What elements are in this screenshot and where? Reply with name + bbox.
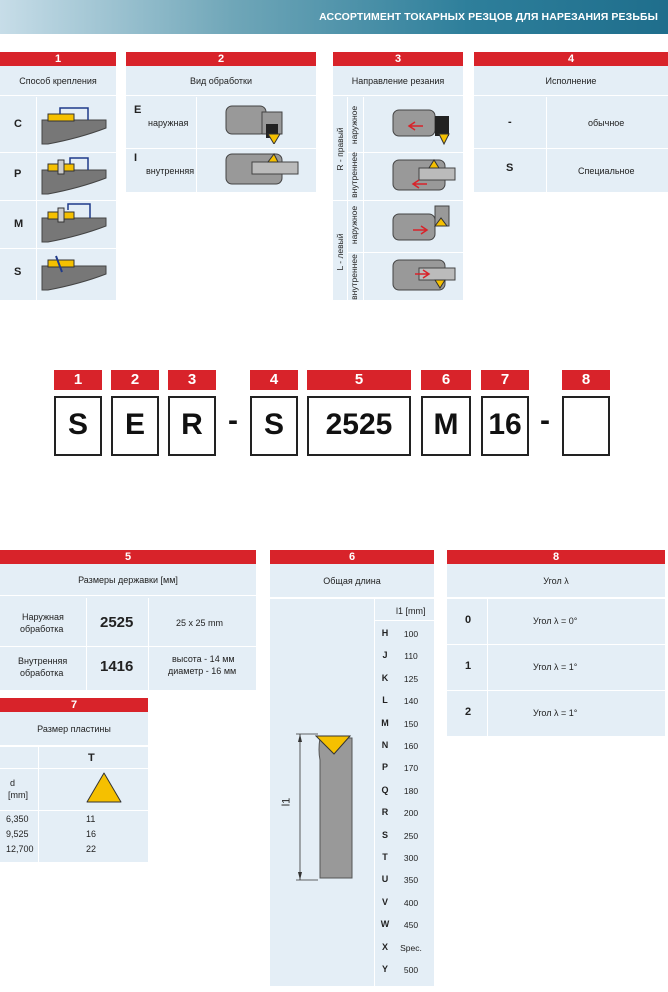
length-value: 250 xyxy=(403,830,419,841)
r-external-illustration xyxy=(389,104,459,148)
l-internal-illustration xyxy=(389,254,459,298)
section-8-angle xyxy=(447,550,665,736)
section-7-insert-size xyxy=(0,698,148,862)
section-2-title: Вид обработки xyxy=(126,66,316,96)
length-value: 200 xyxy=(403,808,419,819)
version-code-standard: - xyxy=(508,116,512,128)
clamp-code-p: P xyxy=(14,168,22,180)
code-value-clamping: S xyxy=(54,396,102,456)
length-code: U xyxy=(381,874,389,885)
length-value: 100 xyxy=(403,629,419,639)
insert-unit-label: [mm] xyxy=(8,790,28,800)
section-2-operation xyxy=(126,52,316,192)
clamp-code-c: C xyxy=(14,118,22,130)
code-value-holder-size: 2525 xyxy=(307,396,411,456)
code-num-5: 5 xyxy=(307,370,411,390)
section-3-number: 3 xyxy=(333,52,463,66)
length-code: W xyxy=(380,919,390,930)
clamp-p-illustration xyxy=(40,154,110,198)
length-code: H xyxy=(381,628,389,638)
code-num-6: 6 xyxy=(421,370,471,390)
code-value-length: M xyxy=(421,396,471,456)
length-value: Spec. xyxy=(400,942,422,953)
code-num-2: 2 xyxy=(111,370,159,390)
holder-code-external: 2525 xyxy=(100,614,134,631)
length-value: 160 xyxy=(403,741,419,751)
section-6-number: 6 xyxy=(270,550,434,564)
length-value: 150 xyxy=(403,718,419,729)
version-code-special: S xyxy=(506,162,514,174)
section-5-number: 5 xyxy=(0,550,256,564)
angle-label-0: Угол λ = 0° xyxy=(533,616,578,626)
direction-left-label: L - левый xyxy=(335,233,345,271)
banner xyxy=(0,0,668,34)
l-external-illustration xyxy=(389,204,459,248)
code-value-insert: 16 xyxy=(481,396,529,456)
length-code: Y xyxy=(381,964,388,974)
length-code: N xyxy=(381,740,389,750)
length-value: 450 xyxy=(403,920,419,931)
length-value: 300 xyxy=(403,853,419,863)
holder-code-internal: 1416 xyxy=(100,658,134,675)
code-num-8: 8 xyxy=(562,370,610,390)
internal-tool-illustration xyxy=(222,150,302,190)
clamp-m-illustration xyxy=(40,202,110,246)
operation-code-e: E xyxy=(134,104,142,116)
length-column-header: l1 [mm] xyxy=(396,606,426,616)
code-num-7: 7 xyxy=(481,370,529,390)
section-2-number: 2 xyxy=(126,52,316,66)
length-code: K xyxy=(381,672,389,683)
length-value: 350 xyxy=(403,875,419,886)
angle-code-1: 1 xyxy=(465,660,472,672)
code-value-operation: E xyxy=(111,396,159,456)
holder-desc-external: 25 x 25 mm xyxy=(176,618,224,628)
external-tool-illustration xyxy=(222,102,302,144)
length-code: L xyxy=(382,695,388,706)
holder-row1-label1: Наружная xyxy=(22,612,64,622)
code-dash-1: - xyxy=(228,404,238,437)
code-num-4: 4 xyxy=(250,370,298,390)
clamp-code-m: M xyxy=(14,218,24,230)
section-1-number: 1 xyxy=(0,52,116,66)
clamp-c-illustration xyxy=(40,104,110,148)
section-4-number: 4 xyxy=(474,52,668,66)
length-value: 400 xyxy=(403,897,419,908)
length-code: P xyxy=(381,762,388,773)
insert-thickness: 22 xyxy=(86,844,97,854)
length-code: T xyxy=(382,852,388,862)
length-code: J xyxy=(382,650,388,661)
clamp-s-illustration xyxy=(40,250,110,294)
section-6-length xyxy=(270,550,434,986)
operation-label-external: наружная xyxy=(148,118,189,128)
direction-right-label: R - правый xyxy=(335,127,345,171)
insert-thickness: 11 xyxy=(86,814,96,824)
length-code: R xyxy=(381,807,389,818)
length-value: 180 xyxy=(403,785,419,796)
code-num-3: 3 xyxy=(168,370,216,390)
triangle-insert-icon xyxy=(84,770,124,806)
section-1-title: Способ крепления xyxy=(0,66,116,96)
insert-diameter: 9,525 xyxy=(6,829,29,839)
section-4-version xyxy=(474,52,668,192)
section-3-title: Направление резания xyxy=(333,66,463,96)
section-3-direction xyxy=(333,52,463,300)
section-7-number: 7 xyxy=(0,698,148,712)
code-value-angle xyxy=(562,396,610,456)
holder-length-illustration xyxy=(288,730,358,886)
code-num-1: 1 xyxy=(54,370,102,390)
holder-row2-label1: Внутренняя xyxy=(18,656,68,666)
banner-title: АССОРТИМЕНТ ТОКАРНЫХ РЕЗЦОВ ДЛЯ НАРЕЗАНИЯ РЕЗЬБЫ xyxy=(319,11,658,23)
section-5-holder-size xyxy=(0,550,256,690)
r-internal-illustration xyxy=(389,154,459,198)
section-7-title: Размер пластины xyxy=(0,712,148,746)
holder-desc-internal-2: диаметр - 16 мм xyxy=(168,666,237,676)
holder-row2-label2: обработка xyxy=(20,668,64,678)
code-dash-2: - xyxy=(540,404,550,437)
operation-label-internal: внутренняя xyxy=(146,166,195,176)
operation-code-i: I xyxy=(134,152,138,164)
length-value: 110 xyxy=(404,651,418,662)
length-value: 125 xyxy=(403,673,419,684)
length-dimension-label: l1 xyxy=(280,797,293,807)
version-label-special: Специальное xyxy=(578,166,635,176)
length-value: 140 xyxy=(403,696,419,707)
section-8-title: Угол λ xyxy=(447,564,665,598)
code-value-version: S xyxy=(250,396,298,456)
direction-r-external: наружное xyxy=(349,105,359,145)
insert-thickness: 16 xyxy=(86,829,97,839)
length-code: X xyxy=(381,941,388,952)
section-4-title: Исполнение xyxy=(474,66,668,96)
section-5-title: Размеры державки [мм] xyxy=(0,564,256,596)
version-label-standard: обычное xyxy=(588,118,625,128)
angle-code-2: 2 xyxy=(465,706,472,718)
clamp-code-s: S xyxy=(14,266,22,278)
direction-r-internal: внутреннее xyxy=(349,152,359,198)
insert-d-label: d xyxy=(10,778,16,788)
length-value: 170 xyxy=(403,763,419,774)
direction-l-internal: внутреннее xyxy=(349,254,359,300)
section-1-clamping xyxy=(0,52,116,300)
insert-diameter: 6,350 xyxy=(6,814,29,824)
angle-label-1: Угол λ = 1° xyxy=(533,662,578,672)
section-6-title: Общая длина xyxy=(270,564,434,598)
direction-l-external: наружное xyxy=(349,205,359,245)
length-code: M xyxy=(381,717,389,728)
section-8-number: 8 xyxy=(447,550,665,564)
length-code: V xyxy=(381,896,388,907)
holder-desc-internal-1: высота - 14 мм xyxy=(172,654,235,664)
length-value: 500 xyxy=(403,965,419,975)
insert-diameter: 12,700 xyxy=(6,844,34,854)
angle-code-0: 0 xyxy=(465,614,472,626)
angle-label-2: Угол λ = 1° xyxy=(533,708,578,718)
length-code: Q xyxy=(381,784,389,795)
holder-row1-label2: обработка xyxy=(20,624,64,634)
insert-col-header: T xyxy=(88,752,95,764)
length-code: S xyxy=(381,829,388,840)
code-value-direction: R xyxy=(168,396,216,456)
